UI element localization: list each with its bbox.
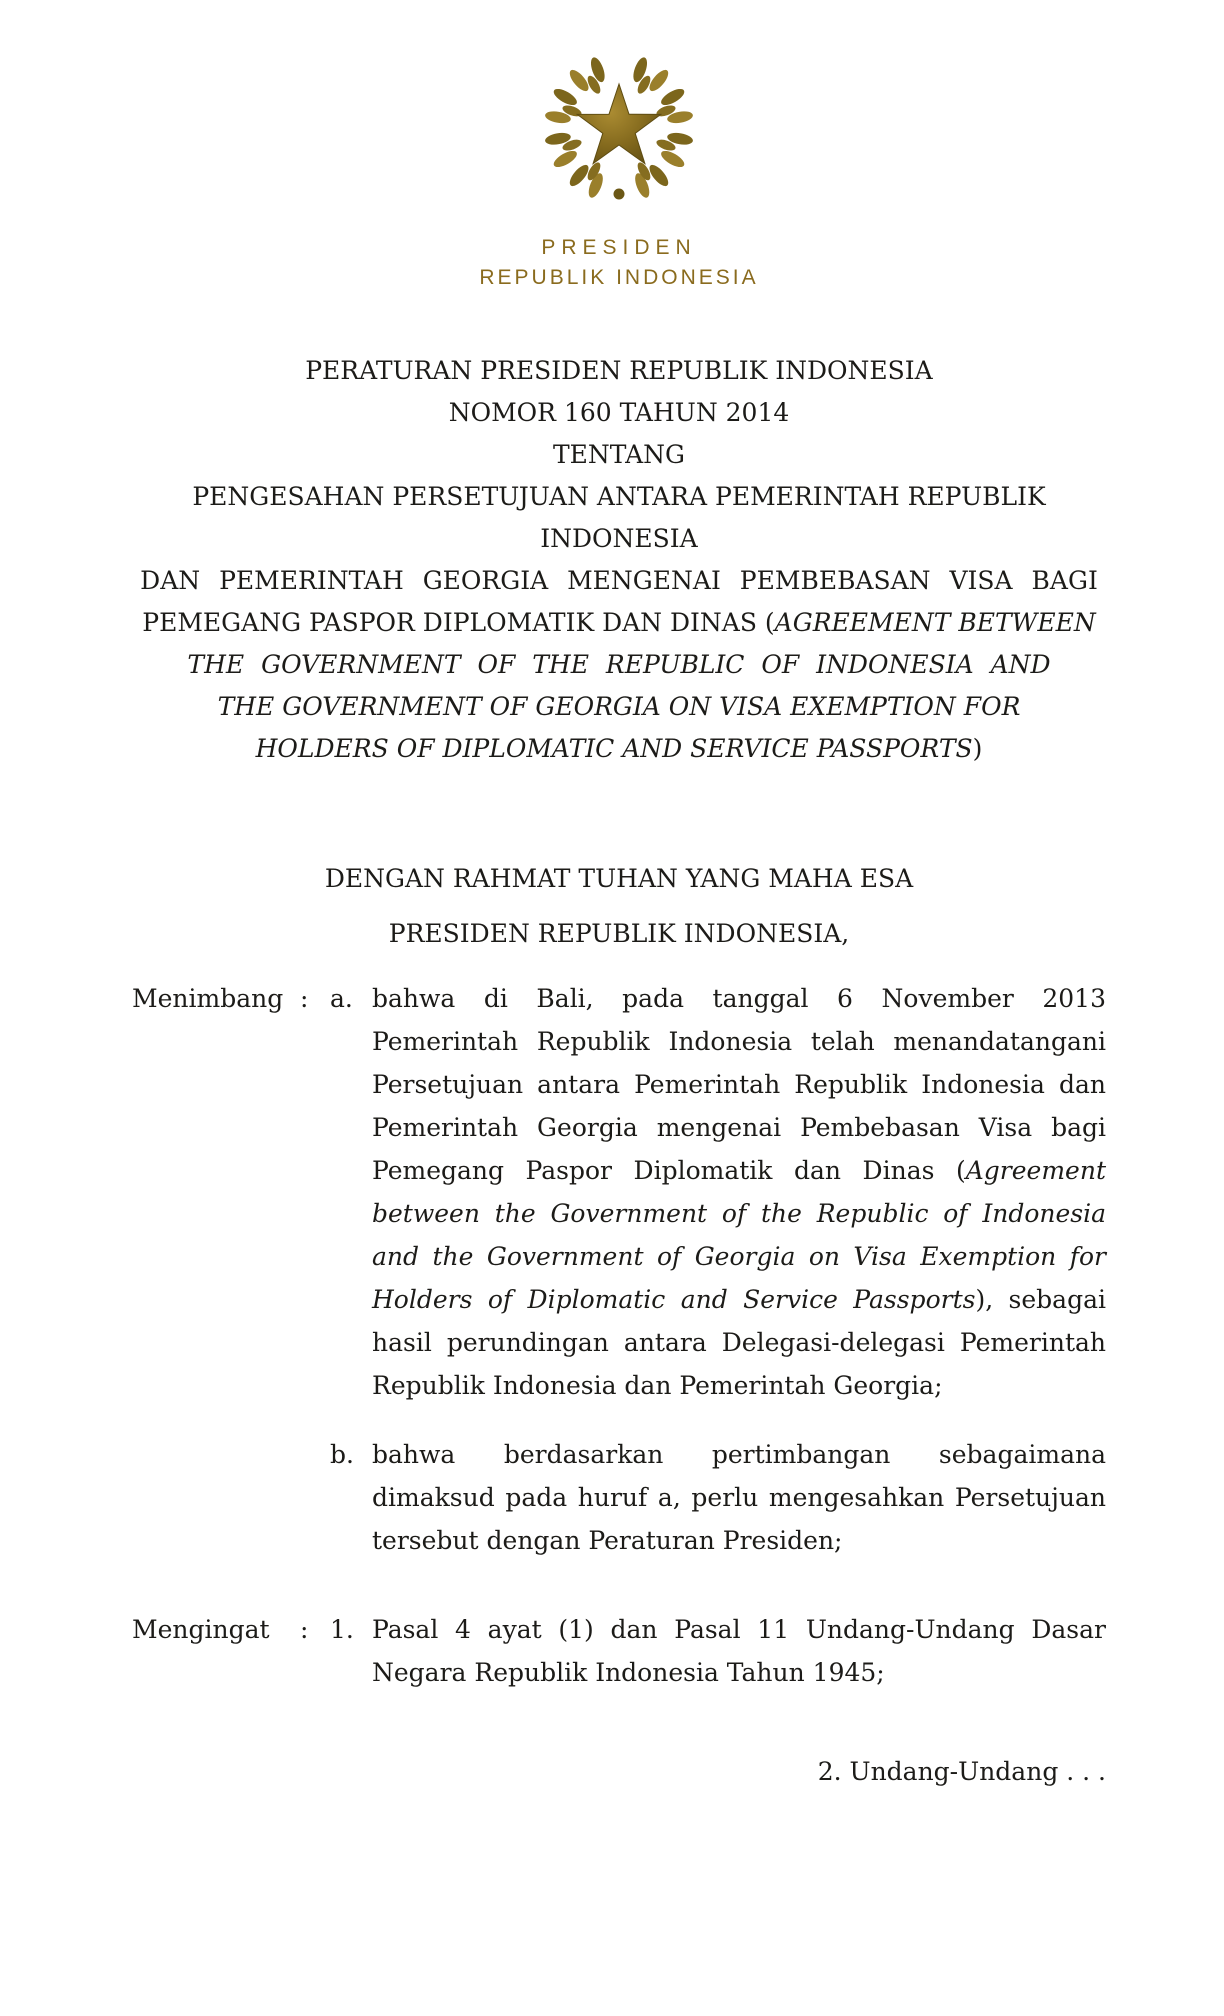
title-line-1: PERATURAN PRESIDEN REPUBLIK INDONESIA (305, 356, 933, 385)
item-1-marker: 1. (330, 1615, 354, 1644)
item-a-text (372, 977, 1106, 1407)
item-a-text-after: ), sebagai hasil perundingan antara Delegasi-delegasi Pemerintah Republik Indonesia dan Pemerintah Georgia; (372, 1285, 1106, 1400)
wreath-knot-icon (614, 189, 625, 200)
title-line-4: PENGESAHAN PERSETUJUAN ANTARA PEMERINTAH REPUBLIK INDONESIA (192, 482, 1046, 553)
mengingat-section (132, 1608, 1106, 1694)
regulation-title-block (132, 350, 1106, 770)
preamble (132, 858, 1106, 955)
title-line-5: DAN PEMERINTAH GEORGIA MENGENAI PEMBEBASAN VISA BAGI (140, 566, 1098, 595)
item-b-marker: b. (330, 1440, 354, 1469)
menimbang-section (132, 977, 1106, 1407)
title-line-3: TENTANG (552, 440, 685, 469)
presidential-emblem (132, 42, 1106, 290)
title-line-9-close: ) (972, 734, 983, 763)
item-b-text: bahwa berdasarkan pertimbangan sebagaimana dimaksud pada huruf a, perlu mengesahkan Persetujuan tersebut dengan Peraturan Presiden; (372, 1440, 1106, 1555)
item-a-marker: a. (330, 984, 353, 1013)
item-a-text-italic: Agreement between the Government of the Republic of Indonesia and the Government of Georgia on Visa Exemption for Holders of Diplomatic and Service Passports (372, 1156, 1106, 1314)
title-line-6 (132, 602, 1106, 644)
spacer (300, 1433, 330, 1562)
menimbang-label: Menimbang (132, 984, 284, 1013)
catchword: 2. Undang-Undang . . . (817, 1757, 1106, 1786)
title-line-8: THE GOVERNMENT OF GEORGIA ON VISA EXEMPTION FOR (217, 692, 1021, 721)
mengingat-colon: : (300, 1615, 309, 1644)
menimbang-colon: : (300, 984, 309, 1013)
title-line-6-italic: AGREEMENT BETWEEN (774, 608, 1096, 637)
star-wreath-emblem-icon (544, 42, 694, 220)
title-line-9 (132, 728, 1106, 770)
emblem-title: PRESIDEN (541, 236, 697, 259)
title-line-7: THE GOVERNMENT OF THE REPUBLIC OF INDONESIA AND (187, 650, 1051, 679)
spacer (132, 1433, 300, 1562)
mengingat-label: Mengingat (132, 1615, 270, 1644)
preamble-line-1: DENGAN RAHMAT TUHAN YANG MAHA ESA (324, 864, 914, 893)
title-line-9-italic: HOLDERS OF DIPLOMATIC AND SERVICE PASSPORTS (255, 734, 973, 763)
title-line-6-normal: PEMEGANG PASPOR DIPLOMATIK DAN DINAS ( (142, 608, 775, 637)
title-line-2: NOMOR 160 TAHUN 2014 (448, 398, 790, 427)
preamble-line-2: PRESIDEN REPUBLIK INDONESIA, (388, 919, 850, 948)
menimbang-item-b (132, 1433, 1106, 1562)
star-icon (577, 84, 661, 164)
emblem-subtitle: REPUBLIK INDONESIA (479, 266, 759, 289)
item-1-text: Pasal 4 ayat (1) dan Pasal 11 Undang-Undang Dasar Negara Republik Indonesia Tahun 1945; (372, 1615, 1106, 1687)
item-a-text-before: bahwa di Bali, pada tanggal 6 November 2013 Pemerintah Republik Indonesia telah menandatangani Persetujuan antara Pemerintah Republik Indonesia dan Pemerintah Georgia mengenai Pembebasan Visa bagi Pemegang Paspor Diplomatik dan Dinas ( (372, 984, 1106, 1185)
